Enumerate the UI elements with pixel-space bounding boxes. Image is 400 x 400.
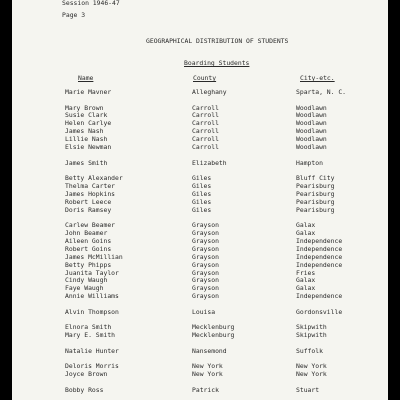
student-county: Carroll xyxy=(192,143,219,151)
student-name: Mary E. Smith xyxy=(65,331,116,340)
student-city: Skipwith xyxy=(296,331,327,340)
student-city: Woodlawn xyxy=(296,103,327,112)
student-county: Grayson xyxy=(192,260,219,269)
student-city: Galax xyxy=(296,229,316,237)
student-county: Grayson xyxy=(192,229,219,237)
table-row xyxy=(12,144,388,152)
table-row xyxy=(12,293,388,301)
student-city: Independence xyxy=(296,244,343,253)
student-city: Galax xyxy=(296,284,316,293)
student-county: Giles xyxy=(192,174,212,182)
student-city: Fries xyxy=(296,268,316,277)
table-row xyxy=(12,89,388,97)
student-city: Woodlawn xyxy=(296,119,327,128)
student-name: James Smith xyxy=(65,158,108,167)
student-city: New York xyxy=(296,370,327,378)
student-county: Carroll xyxy=(192,103,219,112)
student-county: Elizabeth xyxy=(192,158,227,167)
student-county: Carroll xyxy=(192,127,219,136)
student-city: Independence xyxy=(296,252,343,261)
student-county: Alleghany xyxy=(192,88,227,96)
student-name: Joyce Brown xyxy=(65,370,108,378)
student-name: Alvin Thompson xyxy=(65,307,119,316)
student-city: Woodlawn xyxy=(296,135,327,144)
student-name: Carlew Beamer xyxy=(65,221,116,230)
table-row xyxy=(12,309,388,317)
student-name: Doris Ramsey xyxy=(65,205,112,214)
student-county: Grayson xyxy=(192,292,219,301)
student-name: Bobby Ross xyxy=(65,385,104,394)
student-name: Betty Phipps xyxy=(65,260,112,269)
column-header-city: City-etc. xyxy=(300,74,335,82)
student-name: Susie Clark xyxy=(65,111,108,120)
student-city: Galax xyxy=(296,276,316,285)
student-city: Skipwith xyxy=(296,323,327,332)
student-name: Betty Alexander xyxy=(65,174,123,182)
student-name: Thelma Carter xyxy=(65,181,116,190)
student-name: Juanita Taylor xyxy=(65,268,119,277)
student-name: Natalie Hunter xyxy=(65,346,119,355)
student-name: Deloris Morris xyxy=(65,362,119,371)
student-county: Carroll xyxy=(192,135,219,144)
table-row xyxy=(12,332,388,340)
student-county: Louisa xyxy=(192,307,216,316)
student-county: Giles xyxy=(192,197,212,206)
student-city: Sparta, N. C. xyxy=(296,88,347,96)
student-county: Giles xyxy=(192,205,212,214)
student-city: Galax xyxy=(296,221,316,230)
student-name: Robert Leece xyxy=(65,197,112,206)
student-name: Mary Brown xyxy=(65,103,104,112)
student-county: Grayson xyxy=(192,236,219,245)
document-title: GEOGRAPHICAL DISTRIBUTION OF STUDENTS xyxy=(146,37,289,45)
student-city: Hampton xyxy=(296,158,323,167)
student-name: Cindy Waugh xyxy=(65,276,108,285)
student-name: Robert Goins xyxy=(65,244,112,253)
table-row xyxy=(12,160,388,168)
student-city: Independence xyxy=(296,260,343,269)
session-header: Session 1946-47 xyxy=(62,0,120,7)
student-city: Independence xyxy=(296,236,343,245)
student-city: Gordonsville xyxy=(296,307,343,316)
student-name: Elsie Newman xyxy=(65,143,112,151)
student-city: Independence xyxy=(296,292,343,301)
student-list xyxy=(12,0,388,400)
student-name: John Beamer xyxy=(65,229,108,237)
student-name: James Nash xyxy=(65,127,104,136)
student-name: James McMillian xyxy=(65,252,123,261)
column-header-county: County xyxy=(193,74,217,82)
student-county: Grayson xyxy=(192,268,219,277)
student-county: Carroll xyxy=(192,111,219,120)
student-name: Faye Waugh xyxy=(65,284,104,293)
student-city: Woodlawn xyxy=(296,127,327,136)
student-county: Mecklenburg xyxy=(192,331,235,340)
student-county: Patrick xyxy=(192,385,219,394)
student-city: Pearisburg xyxy=(296,205,335,214)
table-row xyxy=(12,348,388,356)
table-row xyxy=(12,207,388,215)
student-city: Pearisburg xyxy=(296,197,335,206)
student-county: Giles xyxy=(192,189,212,198)
student-city: Pearisburg xyxy=(296,189,335,198)
student-name: James Hopkins xyxy=(65,189,116,198)
document-page xyxy=(12,0,388,400)
student-county: Grayson xyxy=(192,252,219,261)
student-city: Pearisburg xyxy=(296,181,335,190)
student-county: Grayson xyxy=(192,221,219,230)
student-city: Woodlawn xyxy=(296,143,327,151)
student-county: Giles xyxy=(192,181,212,190)
student-county: New York xyxy=(192,362,223,371)
page-number: Page 3 xyxy=(62,11,86,19)
student-city: Suffolk xyxy=(296,346,323,355)
student-county: New York xyxy=(192,370,223,378)
student-name: Annie Williams xyxy=(65,292,119,301)
student-name: Lillie Nash xyxy=(65,135,108,144)
student-name: Elnora Smith xyxy=(65,323,112,332)
column-header-name: Name xyxy=(78,74,94,82)
student-city: Stuart xyxy=(296,385,320,394)
student-county: Mecklenburg xyxy=(192,323,235,332)
student-county: Carroll xyxy=(192,119,219,128)
student-city: Woodlawn xyxy=(296,111,327,120)
student-name: Aileen Goins xyxy=(65,236,112,245)
student-city: New York xyxy=(296,362,327,371)
student-county: Grayson xyxy=(192,244,219,253)
student-county: Grayson xyxy=(192,276,219,285)
section-subtitle: Boarding Students xyxy=(184,59,250,67)
student-county: Grayson xyxy=(192,284,219,293)
student-name: Helen Carlye xyxy=(65,119,112,128)
table-row xyxy=(12,387,388,395)
student-county: Nansemond xyxy=(192,346,227,355)
student-name: Marie Mavner xyxy=(65,88,112,96)
table-row xyxy=(12,371,388,379)
student-city: Bluff City xyxy=(296,174,335,182)
